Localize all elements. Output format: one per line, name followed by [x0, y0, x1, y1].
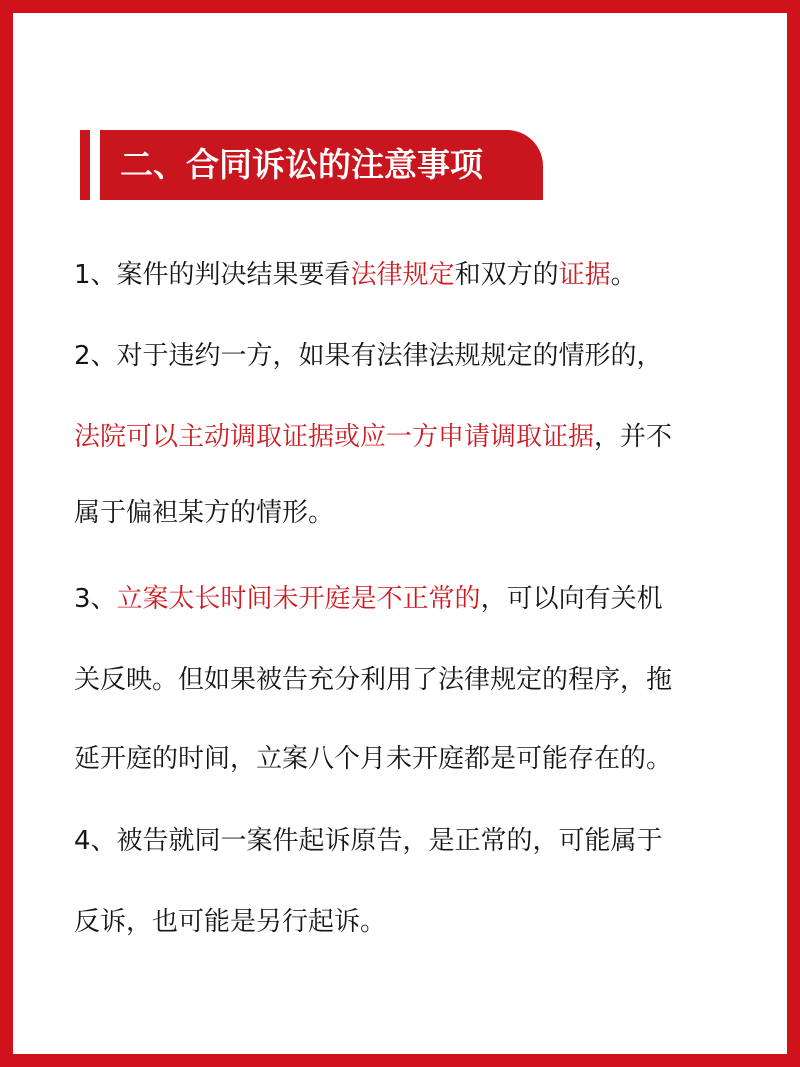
item-1-end: 。 — [610, 260, 637, 290]
item-3-line-3: 延开庭的时间，立案八个月未开庭都是可能存在的。 — [74, 744, 673, 774]
item-2-highlight: 法院可以主动调取证据或应一方申请调取证据 — [74, 422, 595, 452]
item-3-line-2: 关反映。但如果被告充分利用了法律规定的程序，拖 — [74, 665, 673, 695]
item-1-text-2: 和双方的 — [454, 260, 559, 290]
item-2-line-1: 2、对于违约一方，如果有法律法规规定的情形的， — [74, 341, 663, 371]
item-3-line-1 — [74, 574, 663, 624]
item-3-text: ，可以向有关机 — [480, 584, 663, 614]
item-1-highlight-evidence: 证据 — [558, 260, 611, 290]
heading-accent-bar — [80, 130, 90, 200]
item-2-text: ，并不 — [594, 422, 673, 452]
item-3-number: 3、 — [74, 584, 117, 614]
item-4-line-2: 反诉，也可能是另行起诉。 — [74, 907, 387, 937]
item-1-text: 1、案件的判决结果要看 — [74, 260, 351, 290]
item-1-highlight-law: 法律规定 — [350, 260, 455, 290]
section-heading — [80, 130, 550, 200]
item-1-line-1 — [74, 250, 637, 300]
item-3-highlight: 立案太长时间未开庭是不正常的 — [116, 584, 481, 614]
item-2-line-2 — [74, 412, 672, 462]
item-4-line-1: 4、被告就同一案件起诉原告，是正常的，可能属于 — [74, 826, 663, 856]
heading-title: 二、合同诉讼的注意事项 — [120, 145, 483, 184]
item-2-line-3: 属于偏袒某方的情形。 — [74, 498, 335, 528]
